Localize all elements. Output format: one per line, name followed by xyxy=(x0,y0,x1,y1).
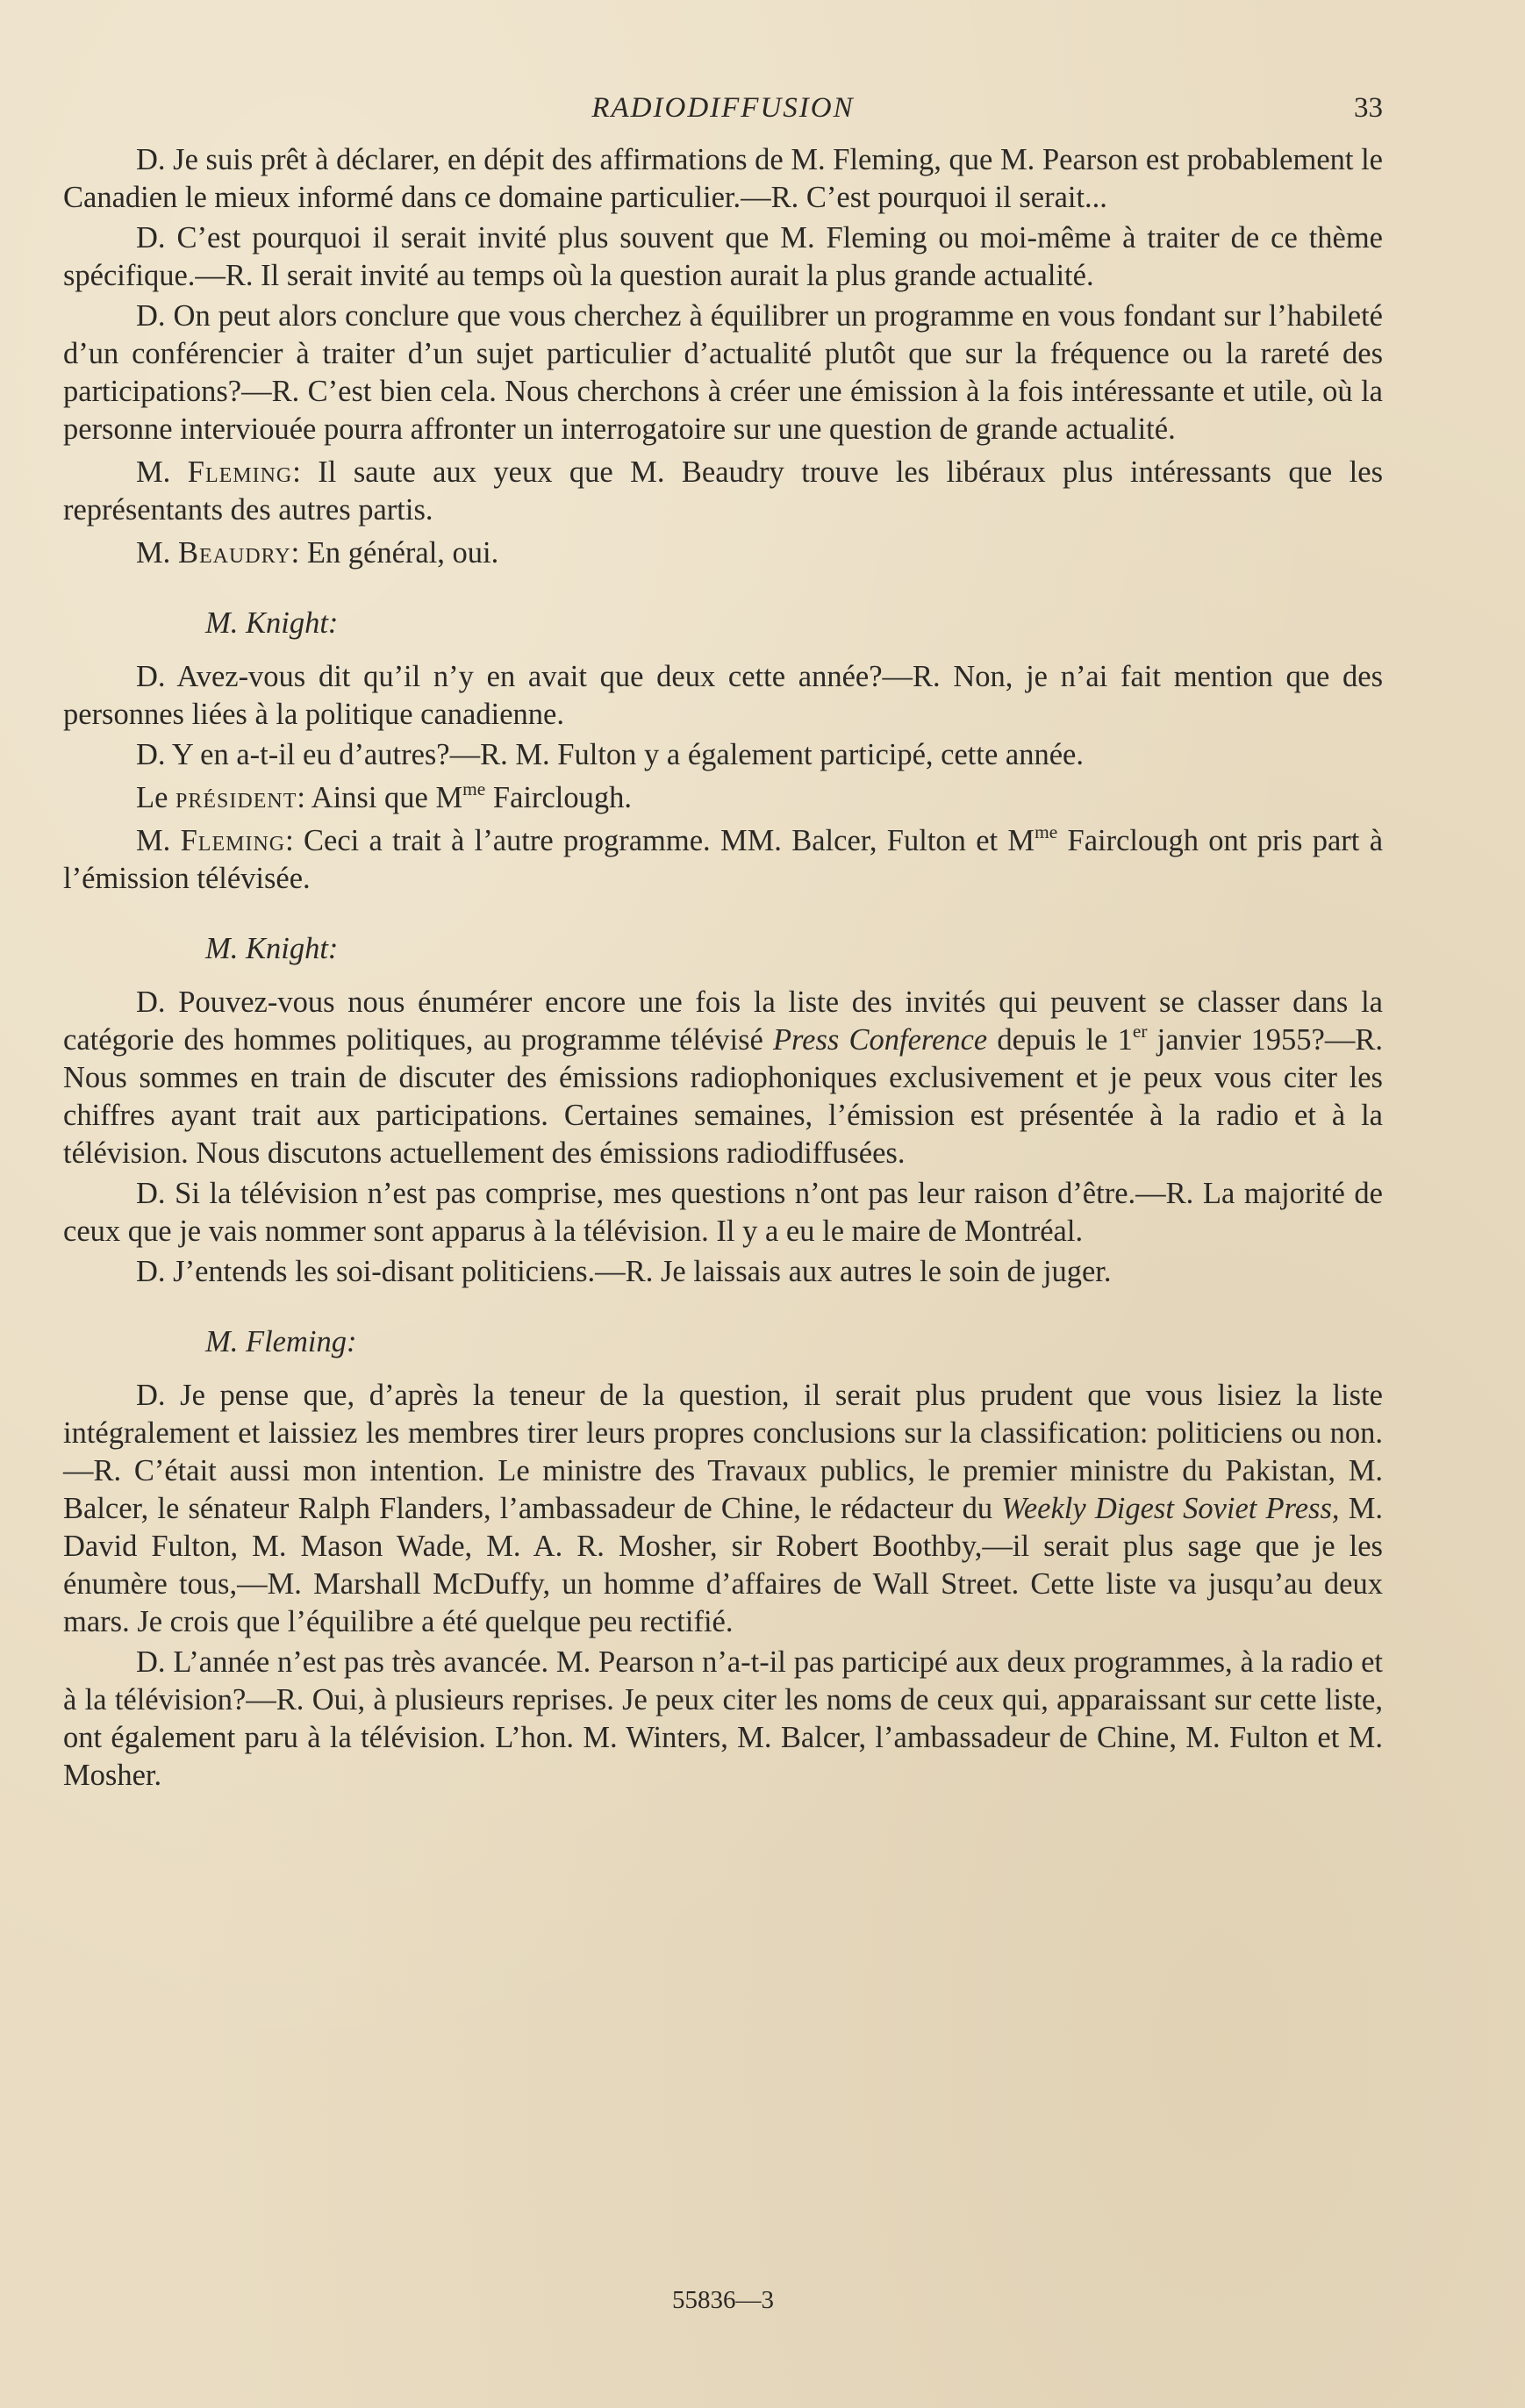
paragraph-text: M. David Fulton, M. Mason Wade, M. A. R. Mosher, sir Robert Boothby,—il serait plus sage que je les énumère tous,—M. Marshall McDuffy, un homme d’affaires de Wall Street. Cette liste va jusqu’au deux mars. Je crois que l’équilibre a été quelque peu rectifié. xyxy=(63,1492,1383,1638)
paragraph-text: D. Pouvez-vous nous énumérer encore une fois la liste des invités qui peuvent se classer dans la catégorie des hommes politiques, au programme télévisé xyxy=(63,985,1383,1057)
publication-title: Weekly Digest Soviet Press, xyxy=(1001,1492,1340,1525)
running-title: RADIODIFFUSION xyxy=(591,92,855,124)
paragraph-4 xyxy=(63,454,1383,529)
paragraph-1: D. Je suis prêt à déclarer, en dépit des affirmations de M. Fleming, que M. Pearson est probablement le Canadien le mieux informé dans ce domaine particulier.—R. C’est pourquoi il serait... xyxy=(63,143,1383,214)
paragraph-9 xyxy=(63,822,1383,898)
speaker-prefix: M. xyxy=(136,824,171,857)
superscript: me xyxy=(462,778,486,799)
paragraph-text: : En général, oui. xyxy=(290,536,499,570)
paragraph-14: D. L’année n’est pas très avancée. M. Pearson n’a-t-il pas participé aux deux programmes, à la radio et à la télévision?—R. Oui, à plusieurs reprises. Je peux citer les noms de ceux qui, apparaissant sur cette liste, ont également paru à la télévision. L’hon. M. Winters, M. Balcer, l’ambassadeur de Chine, M. Fulton et M. Mosher. xyxy=(63,1645,1383,1792)
paragraph-6: D. Avez-vous dit qu’il n’y en avait que deux cette année?—R. Non, je n’ai fait mention que des personnes liées à la politique canadienne. xyxy=(63,660,1383,731)
speaker-prefix: M. xyxy=(136,536,171,570)
speaker-name: Fleming xyxy=(180,824,286,857)
speaker-name: Beaudry xyxy=(177,536,291,570)
paragraph-5 xyxy=(63,534,1383,572)
superscript: er xyxy=(1132,1020,1148,1042)
speaker-name: Fleming xyxy=(187,455,293,489)
paragraph-7: D. Y en a-t-il eu d’autres?—R. M. Fulton y a également participé, cette année. xyxy=(136,738,1084,771)
paragraph-3: D. On peut alors conclure que vous cherchez à équilibrer un programme en vous fondant sur l’habileté d’un conférencier à traiter d’un sujet particulier d’actualité plutôt que sur la fréquence ou la rareté des participations?—R. C’est bien cela. Nous cherchons à créer une émission à la fois intéressante et utile, où la personne interviouée pourra affronter un interrogatoire sur une question de grande actualité. xyxy=(63,299,1383,446)
paragraph-2: D. C’est pourquoi il serait invité plus souvent que M. Fleming ou moi-même à traiter de ce thème spécifique.—R. Il serait invité au temps où la question aurait la plus grande actualité. xyxy=(63,221,1383,292)
speaker-prefix: M. xyxy=(136,455,171,489)
speaker-heading-1: M. Knight: xyxy=(205,606,339,640)
superscript: me xyxy=(1035,821,1058,842)
page-body xyxy=(63,141,1383,1795)
paragraph-text: Fairclough ont pris part à l’émission télévisée. xyxy=(63,824,1384,895)
paragraph-text: D. Je pense que, d’après la teneur de la question, il serait plus prudent que vous lisiez la liste intégralement et laissiez les membres tirer leurs propres conclusions sur la classification: politiciens ou non.—R. C’était aussi mon intention. Le ministre des Travaux publics, le premier ministre du Pakistan, M. Balcer, le sénateur Ralph Flanders, l’ambassadeur de Chine, le rédacteur du xyxy=(63,1379,1383,1525)
page-header xyxy=(63,92,1383,141)
paragraph-text: janvier 1955?—R. Nous sommes en train de discuter des émissions radiophoniques exclusivement et je peux vous citer les chiffres ayant trait aux participations. Certaines semaines, l’émission est présentée à la radio et à la télévision. Nous discutons actuellement des émissions radiodiffusées. xyxy=(63,1023,1383,1170)
program-title: Press Conference xyxy=(772,1023,988,1057)
paragraph-10 xyxy=(63,984,1383,1172)
paragraph-11: D. Si la télévision n’est pas comprise, mes questions n’ont pas leur raison d’être.—R. La majorité de ceux que je vais nommer sont apparus à la télévision. Il y a eu le maire de Montréal. xyxy=(63,1177,1383,1248)
paragraph-text: : Ainsi que M xyxy=(297,781,463,814)
paragraph-text: Fairclough. xyxy=(485,781,633,814)
paragraph-8 xyxy=(63,779,1383,817)
speaker-heading-2: M. Knight: xyxy=(205,932,339,965)
page-footer: 55836—3 xyxy=(672,2286,774,2314)
paragraph-12: D. J’entends les soi-disant politiciens.—R. Je laissais aux autres le soin de juger. xyxy=(136,1255,1112,1288)
speaker-name: président xyxy=(175,781,297,814)
paragraph-text: : Il saute aux yeux que M. Beaudry trouve les libéraux plus intéressants que les représentants des autres partis. xyxy=(63,455,1384,527)
speaker-heading-3: M. Fleming: xyxy=(205,1325,357,1358)
speaker-prefix: Le xyxy=(136,781,168,814)
page-number: 33 xyxy=(1354,92,1383,124)
document-page xyxy=(63,92,1383,2339)
paragraph-13 xyxy=(63,1377,1383,1641)
paragraph-text: depuis le 1 xyxy=(987,1023,1133,1057)
paragraph-text: : Ceci a trait à l’autre programme. MM. Balcer, Fulton et M xyxy=(285,824,1035,857)
